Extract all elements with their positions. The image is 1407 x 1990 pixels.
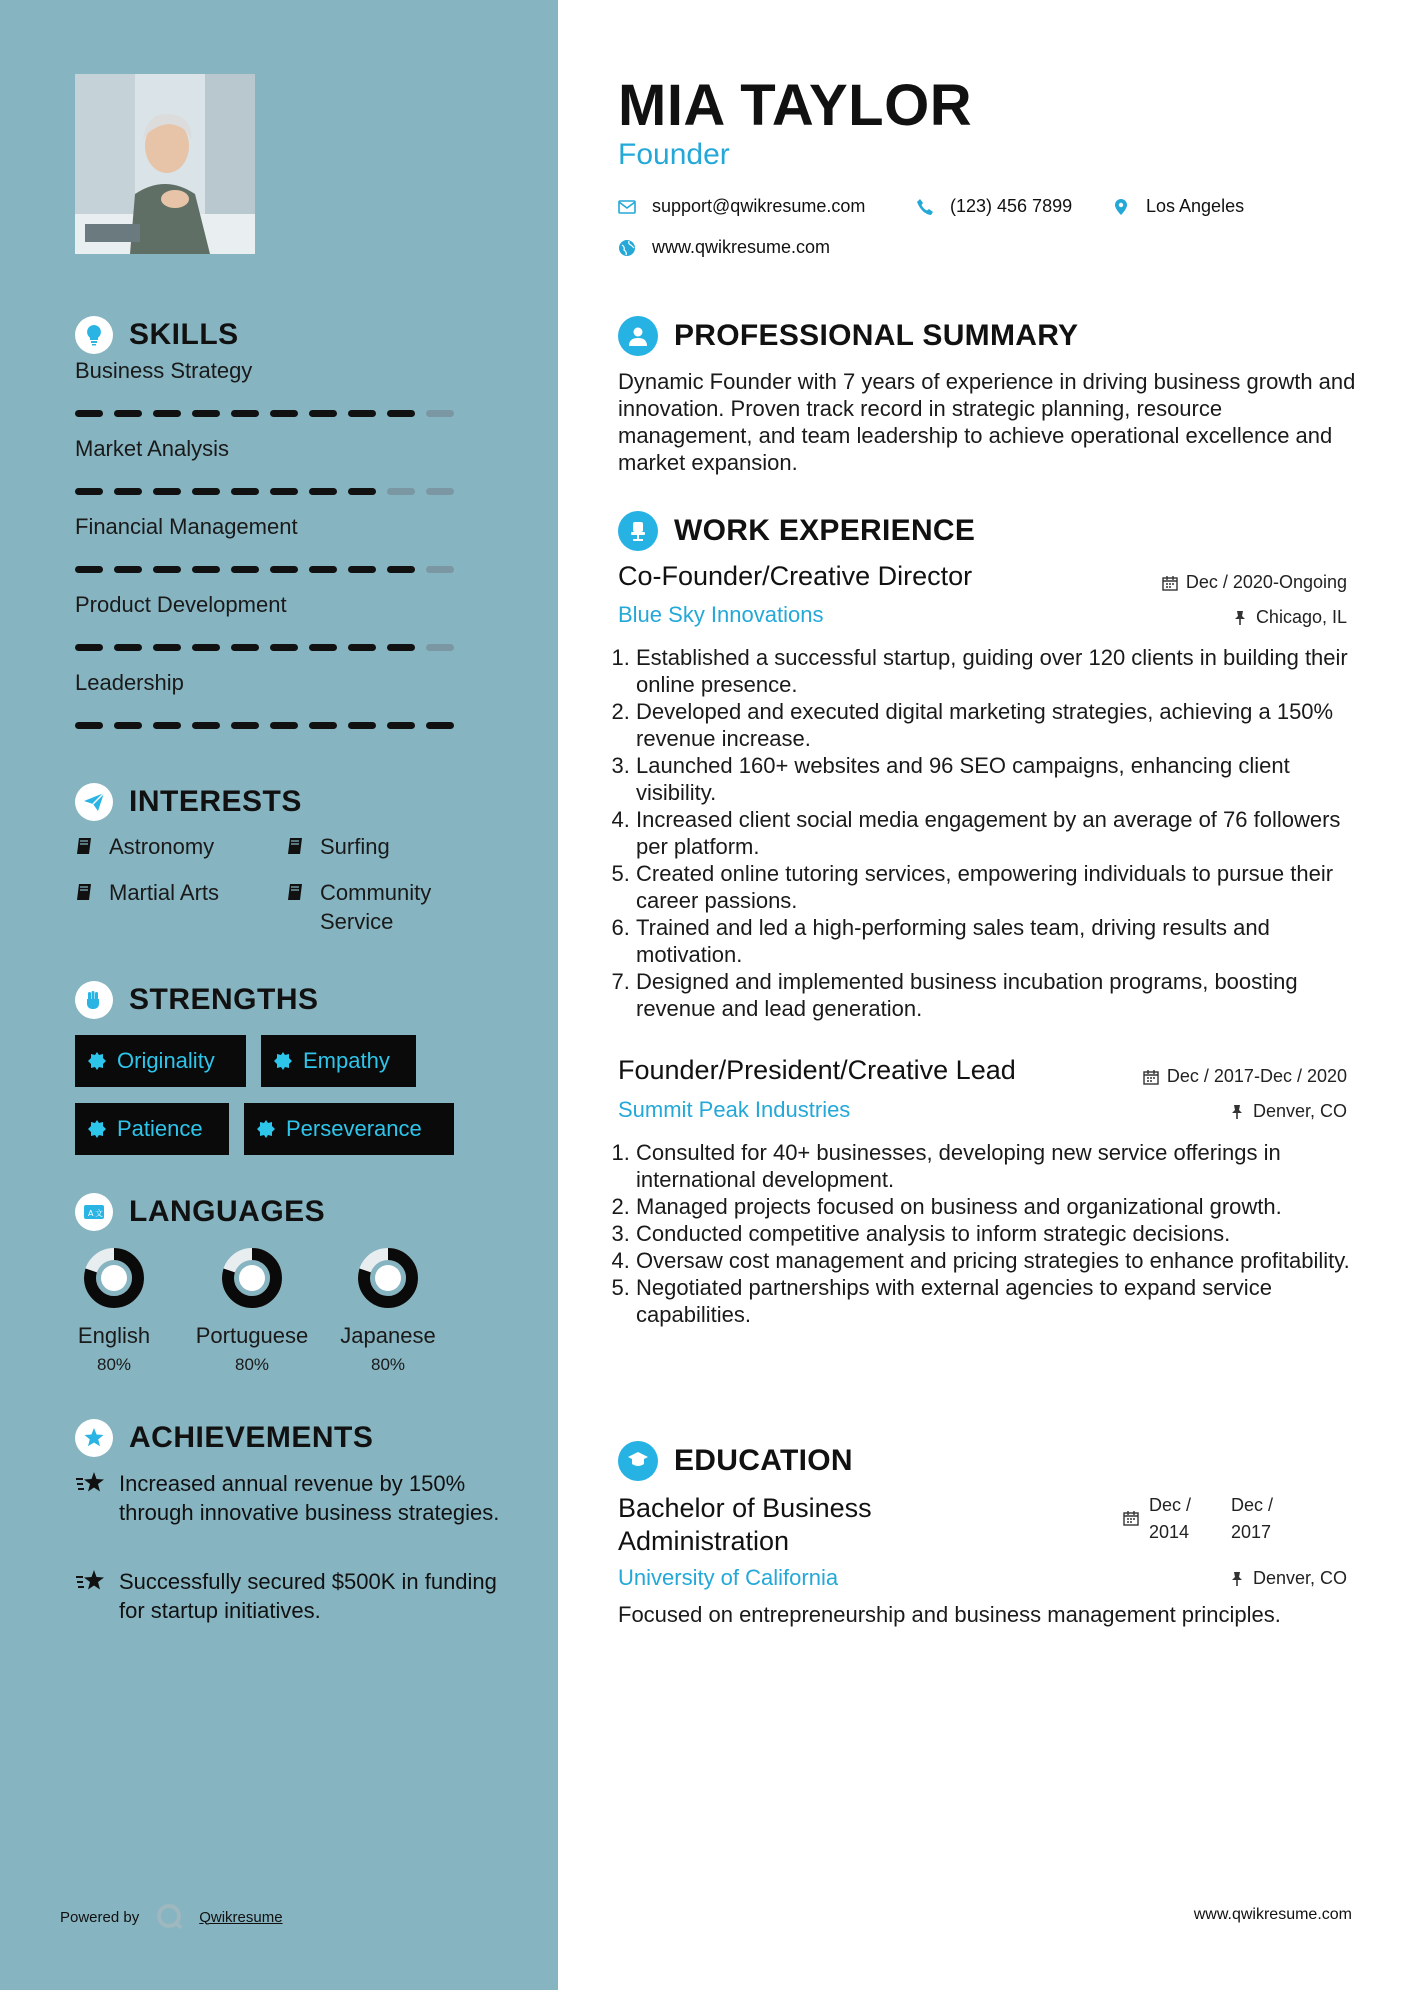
job-bullet: 2. Managed projects focused on business and organizational growth.	[636, 1193, 1376, 1220]
calendar-icon	[1123, 1510, 1139, 1526]
skill-item	[75, 436, 455, 462]
qwikresume-link[interactable]: Qwikresume	[199, 1908, 283, 1926]
job-company: Blue Sky Innovations	[618, 602, 824, 627]
language-name: English	[77, 1323, 151, 1348]
job-location	[1232, 607, 1347, 628]
language-icon	[75, 1193, 113, 1231]
achievement-text: Successfully secured $500K in funding for startup initiatives.	[119, 1569, 497, 1623]
language-name: Portuguese	[195, 1323, 309, 1348]
interest-item	[75, 878, 219, 907]
job-date-text: Dec / 2020-Ongoing	[1185, 572, 1347, 592]
work-heading	[618, 511, 975, 551]
education-heading	[618, 1441, 853, 1481]
language-percent: 80%	[96, 1355, 132, 1374]
job-bullet: 4. Increased client social media engagement by an average of 76 followers per platform.	[636, 806, 1376, 860]
book-icon	[286, 882, 306, 902]
badge-icon	[87, 1051, 107, 1071]
achievement-text: Increased annual revenue by 150% through innovative business strategies.	[119, 1471, 500, 1525]
badge-icon	[87, 1119, 107, 1139]
job-bullet: 3. Conducted competitive analysis to inform strategic decisions.	[636, 1220, 1376, 1247]
skill-dash-filled	[387, 722, 415, 729]
achievements-heading	[75, 1419, 373, 1457]
star-badge-icon	[75, 1419, 113, 1457]
strength-label: Perseverance	[286, 1116, 422, 1141]
education-start	[1149, 1492, 1221, 1546]
strength-tag	[244, 1103, 454, 1155]
skill-label: Market Analysis	[75, 436, 230, 461]
job-bullet: 2. Developed and executed digital marketing strategies, achieving a 150% revenue increase.	[636, 698, 1376, 752]
skill-item	[75, 670, 455, 696]
user-icon	[618, 316, 658, 356]
strength-tag	[75, 1103, 229, 1155]
job-location-text: Chicago, IL	[1255, 607, 1347, 627]
interest-item	[286, 832, 390, 861]
language-donut	[357, 1247, 419, 1309]
skill-dash-filled	[348, 488, 376, 495]
language-percent: 80%	[234, 1355, 270, 1374]
skill-dash-filled	[231, 410, 259, 417]
globe-icon	[618, 239, 636, 257]
strength-label: Patience	[117, 1116, 203, 1141]
skill-dash-filled	[309, 488, 337, 495]
job-location	[1229, 1101, 1347, 1122]
phone-text: (123) 456 7899	[950, 196, 1073, 216]
skill-dash-filled	[270, 644, 298, 651]
job-date	[1162, 572, 1347, 593]
job-bullet: 7. Designed and implemented business incubation programs, boosting revenue and lead generation.	[636, 968, 1376, 1022]
languages-heading	[75, 1193, 325, 1231]
phone-icon	[916, 198, 934, 216]
strength-tag	[261, 1035, 416, 1087]
skill-dash-filled	[426, 722, 454, 729]
qwikresume-logo-icon	[155, 1902, 185, 1932]
skill-dash-filled	[114, 566, 142, 573]
skill-dash-filled	[75, 488, 103, 495]
skill-dash-filled	[192, 410, 220, 417]
job-bullet: 1. Consulted for 40+ businesses, developing new service offerings in international development.	[636, 1139, 1376, 1193]
footer-url[interactable]: www.qwikresume.com	[1193, 1906, 1352, 1923]
profile-photo	[75, 74, 255, 254]
job-bullet: 4. Oversaw cost management and pricing strategies to enhance profitability.	[636, 1247, 1376, 1274]
interest-label: Surfing	[320, 834, 390, 859]
education-location	[1229, 1568, 1347, 1589]
skill-dash-empty	[426, 566, 454, 573]
interest-item	[75, 832, 214, 861]
skill-dash-filled	[309, 566, 337, 573]
pushpin-icon	[1229, 1104, 1245, 1120]
graduate-icon	[618, 1441, 658, 1481]
skill-dash-filled	[231, 722, 259, 729]
skill-dash-filled	[348, 410, 376, 417]
work-title: WORK EXPERIENCE	[674, 514, 976, 547]
skill-dash-filled	[387, 410, 415, 417]
interest-label: Martial Arts	[109, 880, 220, 905]
skill-level-bar	[75, 644, 465, 651]
education-end	[1231, 1492, 1273, 1546]
skill-label: Product Development	[75, 592, 287, 617]
calendar-icon	[1162, 575, 1178, 591]
lightbulb-icon	[75, 316, 113, 354]
skill-dash-filled	[231, 566, 259, 573]
skill-dash-filled	[114, 410, 142, 417]
skills-heading	[75, 316, 239, 354]
main-content	[558, 0, 1407, 1990]
skill-dash-filled	[270, 488, 298, 495]
job-date	[1143, 1066, 1347, 1087]
language-percent: 80%	[370, 1355, 406, 1374]
candidate-name: MIA TAYLOR	[618, 73, 973, 138]
location-text: Los Angeles	[1146, 196, 1245, 216]
skill-dash-empty	[426, 644, 454, 651]
language-donut	[83, 1247, 145, 1309]
education-location-text: Denver, CO	[1252, 1568, 1347, 1588]
summary-text: Dynamic Founder with 7 years of experience in driving business growth and innovation. Proven track record in strategic planning, resource management, and team leadership to achieve operational excellence and market expansion.	[618, 369, 1356, 475]
achievements-title: ACHIEVEMENTS	[129, 1421, 374, 1454]
book-icon	[286, 836, 306, 856]
education-description: Focused on entrepreneurship and business management principles.	[618, 1602, 1281, 1627]
skill-dash-filled	[231, 644, 259, 651]
skill-dash-filled	[270, 722, 298, 729]
skill-dash-filled	[75, 722, 103, 729]
strength-label: Originality	[117, 1048, 215, 1073]
skill-dash-filled	[153, 566, 181, 573]
achievement-item	[75, 1567, 505, 1625]
degree-title: Bachelor of Business Administration	[618, 1493, 872, 1556]
language-name: Japanese	[340, 1323, 436, 1348]
job-bullet: 6. Trained and led a high-performing sales team, driving results and motivation.	[636, 914, 1376, 968]
interest-item	[286, 878, 486, 936]
skill-level-bar	[75, 722, 465, 729]
skill-dash-filled	[309, 410, 337, 417]
strengths-heading	[75, 981, 319, 1019]
office-chair-icon	[618, 511, 658, 551]
skill-dash-filled	[387, 566, 415, 573]
strength-label: Empathy	[303, 1048, 390, 1073]
skill-dash-filled	[153, 644, 181, 651]
skill-dash-filled	[387, 644, 415, 651]
summary-title: PROFESSIONAL SUMMARY	[674, 319, 1079, 352]
skills-title: SKILLS	[129, 318, 239, 351]
interests-title: INTERESTS	[129, 785, 302, 818]
language-donut-hole	[101, 1265, 127, 1291]
job-company: Summit Peak Industries	[618, 1097, 851, 1122]
job-bullet: 5. Negotiated partnerships with external agencies to expand service capabilities.	[636, 1274, 1376, 1328]
website-text[interactable]: www.qwikresume.com	[652, 237, 831, 257]
skill-dash-filled	[114, 722, 142, 729]
job-bullets	[618, 644, 1376, 1022]
interest-label: Community Service	[320, 880, 432, 934]
svg-text:文: 文	[95, 1209, 103, 1218]
badge-icon	[273, 1051, 293, 1071]
sidebar	[0, 0, 558, 1990]
skill-dash-empty	[387, 488, 415, 495]
skill-dash-filled	[114, 488, 142, 495]
skill-dash-filled	[192, 566, 220, 573]
education-end-month: Dec /	[1231, 1495, 1274, 1515]
skill-dash-filled	[192, 644, 220, 651]
skill-dash-filled	[270, 566, 298, 573]
skill-dash-filled	[231, 488, 259, 495]
shooting-star-icon	[75, 1470, 107, 1498]
skill-dash-filled	[348, 566, 376, 573]
skill-dash-filled	[192, 488, 220, 495]
education-date	[1123, 1492, 1273, 1546]
summary-heading	[618, 316, 1078, 356]
strengths-title: STRENGTHS	[129, 983, 319, 1016]
skill-label: Business Strategy	[75, 358, 253, 383]
education-start-month: Dec /	[1149, 1495, 1192, 1515]
powered-by-label: Powered by	[60, 1908, 140, 1926]
education-title: EDUCATION	[674, 1444, 853, 1477]
contact-website	[618, 237, 830, 258]
achievement-item	[75, 1469, 505, 1527]
book-icon	[75, 836, 95, 856]
education-end-year: 2017	[1231, 1522, 1272, 1542]
job-date-text: Dec / 2017-Dec / 2020	[1166, 1066, 1347, 1086]
language-donut	[221, 1247, 283, 1309]
skill-label: Leadership	[75, 670, 184, 695]
paper-plane-icon	[75, 783, 113, 821]
skill-dash-filled	[75, 644, 103, 651]
interests-heading	[75, 783, 302, 821]
contact-email	[618, 196, 865, 217]
language-item	[318, 1247, 458, 1375]
job-bullet: 5. Created online tutoring services, empowering individuals to pursue their career passions.	[636, 860, 1376, 914]
contact-location	[1112, 196, 1244, 217]
language-item	[182, 1247, 322, 1375]
shooting-star-icon	[75, 1568, 107, 1596]
svg-text:A: A	[88, 1209, 94, 1218]
skill-level-bar	[75, 488, 465, 495]
powered-by	[60, 1902, 283, 1932]
book-icon	[75, 882, 95, 902]
skill-dash-filled	[114, 644, 142, 651]
skill-dash-filled	[270, 410, 298, 417]
skill-dash-filled	[75, 566, 103, 573]
envelope-icon	[618, 198, 636, 216]
map-pin-icon	[1112, 198, 1130, 216]
skill-item	[75, 514, 455, 540]
candidate-role: Founder	[618, 138, 730, 171]
language-item	[44, 1247, 184, 1375]
pushpin-icon	[1232, 610, 1248, 626]
skill-item	[75, 592, 455, 618]
pushpin-icon	[1229, 1571, 1245, 1587]
education-start-year: 2014	[1149, 1522, 1190, 1542]
skill-level-bar	[75, 566, 465, 573]
skill-label: Financial Management	[75, 514, 298, 539]
job-bullet: 3. Launched 160+ websites and 96 SEO campaigns, enhancing client visibility.	[636, 752, 1376, 806]
skill-dash-empty	[426, 410, 454, 417]
skill-dash-filled	[348, 644, 376, 651]
skill-dash-filled	[348, 722, 376, 729]
skill-dash-filled	[309, 722, 337, 729]
skill-dash-filled	[153, 410, 181, 417]
skill-dash-filled	[75, 410, 103, 417]
interest-label: Astronomy	[109, 834, 215, 859]
job-bullet: 1. Established a successful startup, guiding over 120 clients in building their online presence.	[636, 644, 1376, 698]
job-bullets	[618, 1139, 1376, 1328]
language-donut-hole	[239, 1265, 265, 1291]
job-location-text: Denver, CO	[1252, 1101, 1347, 1121]
job-title: Co-Founder/Creative Director	[618, 561, 973, 591]
school-name: University of California	[618, 1565, 839, 1590]
strength-tag	[75, 1035, 246, 1087]
email-text[interactable]: support@qwikresume.com	[652, 196, 866, 216]
skill-dash-empty	[426, 488, 454, 495]
raised-fist-icon	[75, 981, 113, 1019]
skill-dash-filled	[309, 644, 337, 651]
contact-phone	[916, 196, 1072, 217]
languages-title: LANGUAGES	[129, 1195, 326, 1228]
skill-dash-filled	[192, 722, 220, 729]
job-title: Founder/President/Creative Lead	[618, 1055, 1016, 1085]
calendar-icon	[1143, 1069, 1159, 1085]
skill-level-bar	[75, 410, 465, 417]
skill-item	[75, 358, 455, 384]
skill-dash-filled	[153, 488, 181, 495]
badge-icon	[256, 1119, 276, 1139]
language-donut-hole	[375, 1265, 401, 1291]
skill-dash-filled	[153, 722, 181, 729]
profile-photo-image	[75, 74, 255, 254]
